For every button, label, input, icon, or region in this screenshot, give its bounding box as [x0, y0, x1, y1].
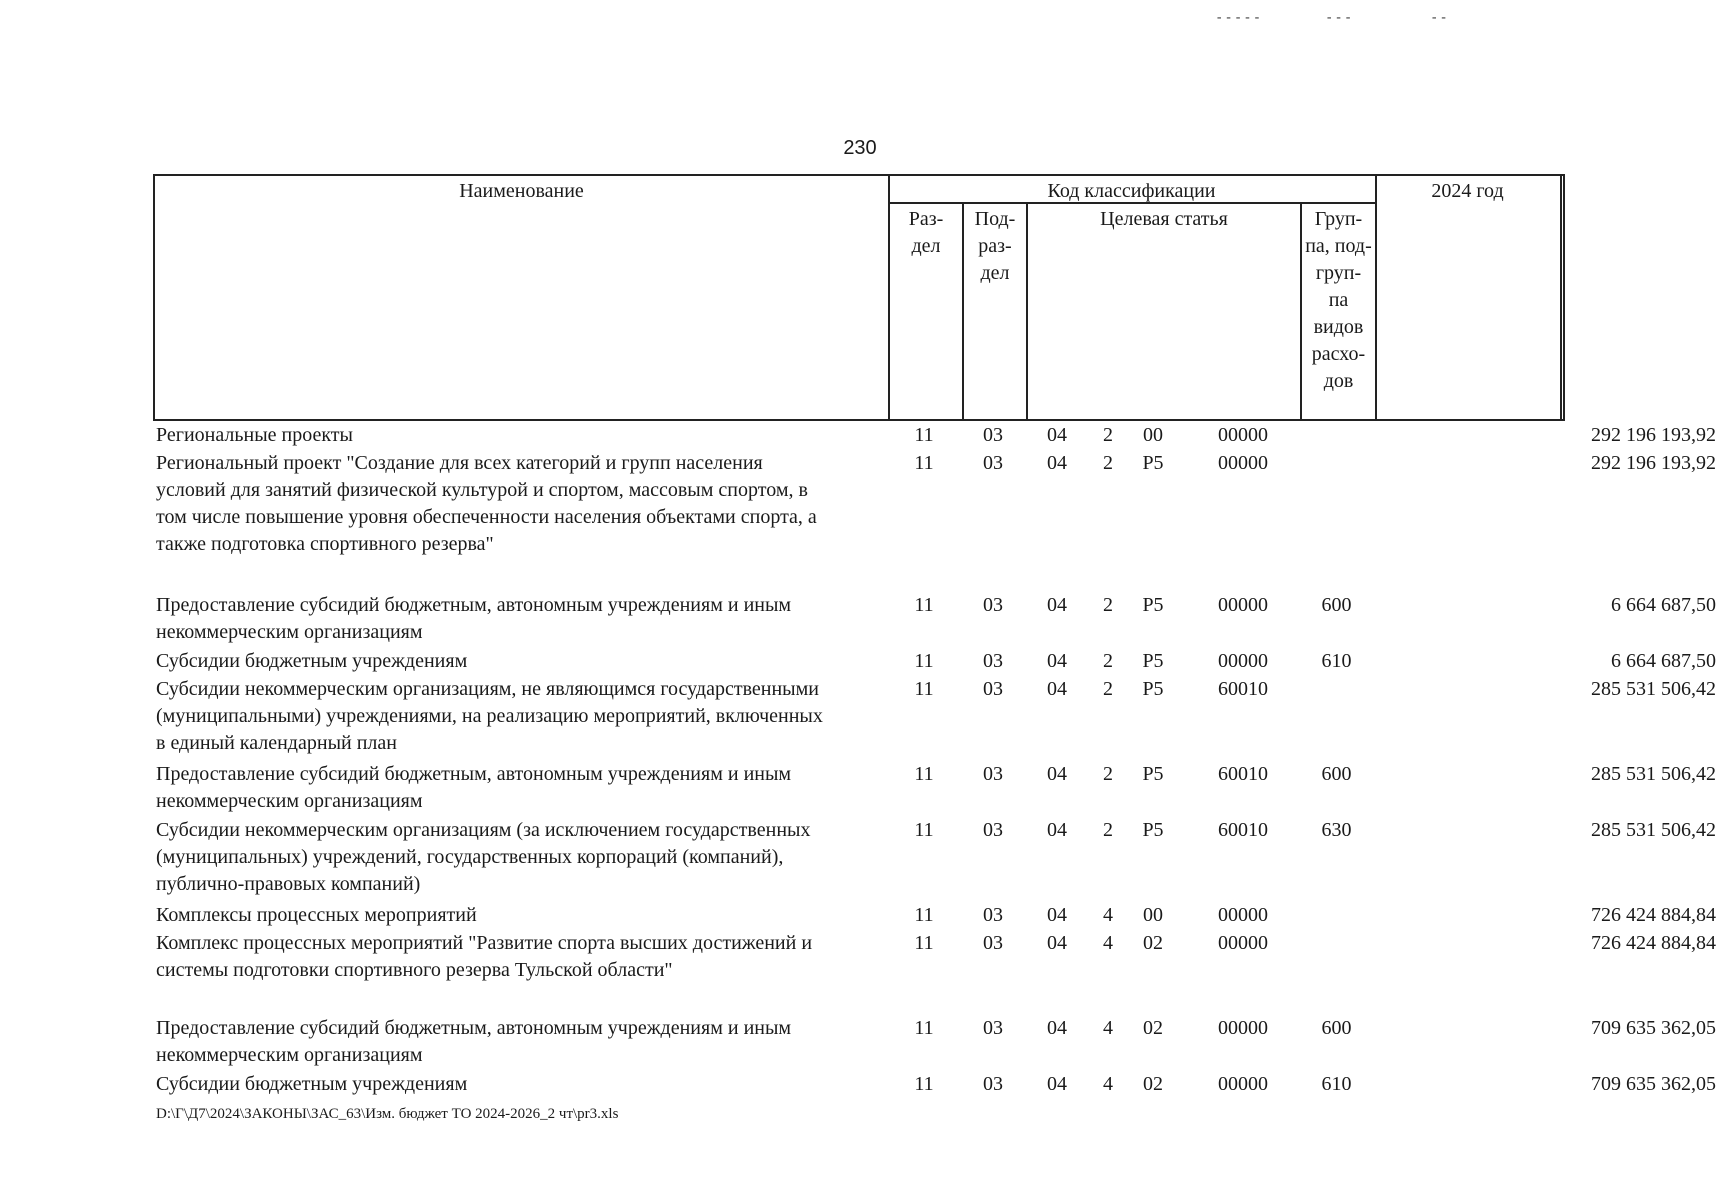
- cell-cs1: 04: [1047, 763, 1067, 785]
- cell-vr: 600: [1321, 594, 1352, 616]
- cell-cs4: 00000: [1218, 452, 1268, 474]
- cell-cs1: 04: [1047, 650, 1067, 672]
- cell-cs3: 02: [1143, 932, 1163, 954]
- cell-r: 11: [914, 904, 934, 926]
- row-name: Субсидии бюджетным учреждениям: [156, 650, 468, 672]
- header-subsection: Под- раз- дел: [974, 208, 1016, 284]
- cell-cs3: Р5: [1142, 763, 1164, 785]
- cell-pr: 03: [983, 1073, 1003, 1095]
- header-year: 2024 год: [1431, 180, 1504, 202]
- cell-cs4: 60010: [1218, 678, 1268, 700]
- cell-amount: 709 635 362,05: [1591, 1017, 1716, 1039]
- cell-vr: 600: [1321, 763, 1352, 785]
- header-classification: Код классификации: [1047, 180, 1216, 202]
- cell-cs4: 00000: [1218, 424, 1268, 446]
- row-name: Субсидии некоммерческим организациям (за исключением государственных (муниципальных) учреждений, государственных корпораций (компаний), публично-правовых компаний): [156, 819, 811, 895]
- cell-cs1: 04: [1047, 932, 1067, 954]
- cell-cs3: Р5: [1142, 452, 1164, 474]
- header-name: Наименование: [459, 180, 584, 202]
- cell-pr: 03: [983, 678, 1003, 700]
- cell-cs4: 60010: [1218, 763, 1268, 785]
- cell-pr: 03: [983, 932, 1003, 954]
- footer-file-path: D:\Г\Д7\2024\ЗАКОНЫ\ЗАС_63\Изм. бюджет ТО 2024-2026_2 чт\pr3.xls: [156, 1106, 619, 1122]
- row-name: Комплекс процессных мероприятий "Развитие спорта высших достижений и системы подготовки спортивного резерва Тульской области": [156, 932, 813, 981]
- cell-cs2: 2: [1103, 424, 1113, 446]
- cell-vr: 630: [1321, 819, 1352, 841]
- cell-cs3: 02: [1143, 1073, 1163, 1095]
- cell-cs2: 4: [1103, 1017, 1113, 1039]
- scan-mark: --: [1430, 10, 1449, 26]
- row-name: Предоставление субсидий бюджетным, автономным учреждениям и иным некоммерческим организациям: [156, 594, 792, 643]
- cell-cs2: 2: [1103, 678, 1113, 700]
- page-number: 230: [843, 137, 877, 159]
- cell-cs3: 00: [1143, 424, 1163, 446]
- cell-cs1: 04: [1047, 819, 1067, 841]
- cell-cs3: Р5: [1142, 819, 1164, 841]
- cell-amount: 292 196 193,92: [1591, 424, 1716, 446]
- cell-r: 11: [914, 594, 934, 616]
- cell-amount: 709 635 362,05: [1591, 1073, 1716, 1095]
- cell-amount: 285 531 506,42: [1591, 678, 1716, 700]
- cell-cs4: 00000: [1218, 932, 1268, 954]
- cell-cs1: 04: [1047, 678, 1067, 700]
- row-name: Субсидии некоммерческим организациям, не являющимся государственными (муниципальными) учреждениями, на реализацию мероприятий, включенных в единый календарный план: [156, 678, 823, 754]
- cell-cs3: Р5: [1142, 678, 1164, 700]
- cell-amount: 6 664 687,50: [1611, 594, 1716, 616]
- scan-mark: ---: [1325, 10, 1354, 26]
- cell-pr: 03: [983, 424, 1003, 446]
- cell-amount: 285 531 506,42: [1591, 819, 1716, 841]
- cell-r: 11: [914, 424, 934, 446]
- cell-r: 11: [914, 678, 934, 700]
- cell-cs3: Р5: [1142, 594, 1164, 616]
- cell-cs3: Р5: [1142, 650, 1164, 672]
- cell-r: 11: [914, 1017, 934, 1039]
- cell-cs2: 4: [1103, 932, 1113, 954]
- cell-amount: 6 664 687,50: [1611, 650, 1716, 672]
- row-name: Предоставление субсидий бюджетным, автономным учреждениям и иным некоммерческим организациям: [156, 1017, 792, 1066]
- cell-cs4: 60010: [1218, 819, 1268, 841]
- header-section: Раз- дел: [908, 208, 944, 257]
- cell-cs2: 2: [1103, 819, 1113, 841]
- cell-pr: 03: [983, 904, 1003, 926]
- cell-cs4: 00000: [1218, 594, 1268, 616]
- row-name: Региональный проект "Создание для всех категорий и групп населения условий для занятий физической культурой и спортом, массовым спортом, в том числе повышение уровня обеспеченности населения объектами спорта, а также подготовка спортивного резерва": [156, 452, 817, 555]
- cell-r: 11: [914, 650, 934, 672]
- cell-cs1: 04: [1047, 1073, 1067, 1095]
- cell-r: 11: [914, 1073, 934, 1095]
- cell-cs2: 4: [1103, 904, 1113, 926]
- header-expense-group: Груп- па, под- груп- па видов расхо- дов: [1305, 208, 1372, 392]
- cell-cs2: 2: [1103, 650, 1113, 672]
- cell-r: 11: [914, 763, 934, 785]
- header-target-article: Целевая статья: [1100, 208, 1228, 230]
- cell-cs2: 2: [1103, 594, 1113, 616]
- cell-cs3: 02: [1143, 1017, 1163, 1039]
- row-name: Комплексы процессных мероприятий: [156, 904, 477, 926]
- cell-vr: 600: [1321, 1017, 1352, 1039]
- scan-mark: -----: [1215, 10, 1263, 26]
- cell-pr: 03: [983, 1017, 1003, 1039]
- cell-cs1: 04: [1047, 424, 1067, 446]
- row-name: Предоставление субсидий бюджетным, автономным учреждениям и иным некоммерческим организациям: [156, 763, 792, 812]
- cell-cs3: 00: [1143, 904, 1163, 926]
- cell-cs4: 00000: [1218, 1017, 1268, 1039]
- cell-pr: 03: [983, 594, 1003, 616]
- cell-cs2: 4: [1103, 1073, 1113, 1095]
- cell-cs1: 04: [1047, 594, 1067, 616]
- cell-vr: 610: [1321, 1073, 1352, 1095]
- cell-cs4: 00000: [1218, 1073, 1268, 1095]
- cell-cs4: 00000: [1218, 650, 1268, 672]
- cell-amount: 292 196 193,92: [1591, 452, 1716, 474]
- cell-cs2: 2: [1103, 452, 1113, 474]
- cell-pr: 03: [983, 452, 1003, 474]
- cell-cs1: 04: [1047, 1017, 1067, 1039]
- cell-amount: 285 531 506,42: [1591, 763, 1716, 785]
- cell-pr: 03: [983, 763, 1003, 785]
- cell-vr: 610: [1321, 650, 1352, 672]
- row-name: Субсидии бюджетным учреждениям: [156, 1073, 468, 1095]
- cell-r: 11: [914, 819, 934, 841]
- cell-r: 11: [914, 932, 934, 954]
- cell-pr: 03: [983, 819, 1003, 841]
- cell-amount: 726 424 884,84: [1591, 904, 1716, 926]
- cell-cs1: 04: [1047, 904, 1067, 926]
- cell-cs2: 2: [1103, 763, 1113, 785]
- row-name: Региональные проекты: [156, 424, 353, 446]
- cell-cs1: 04: [1047, 452, 1067, 474]
- cell-r: 11: [914, 452, 934, 474]
- table-header: [153, 174, 1565, 421]
- cell-amount: 726 424 884,84: [1591, 932, 1716, 954]
- cell-pr: 03: [983, 650, 1003, 672]
- cell-cs4: 00000: [1218, 904, 1268, 926]
